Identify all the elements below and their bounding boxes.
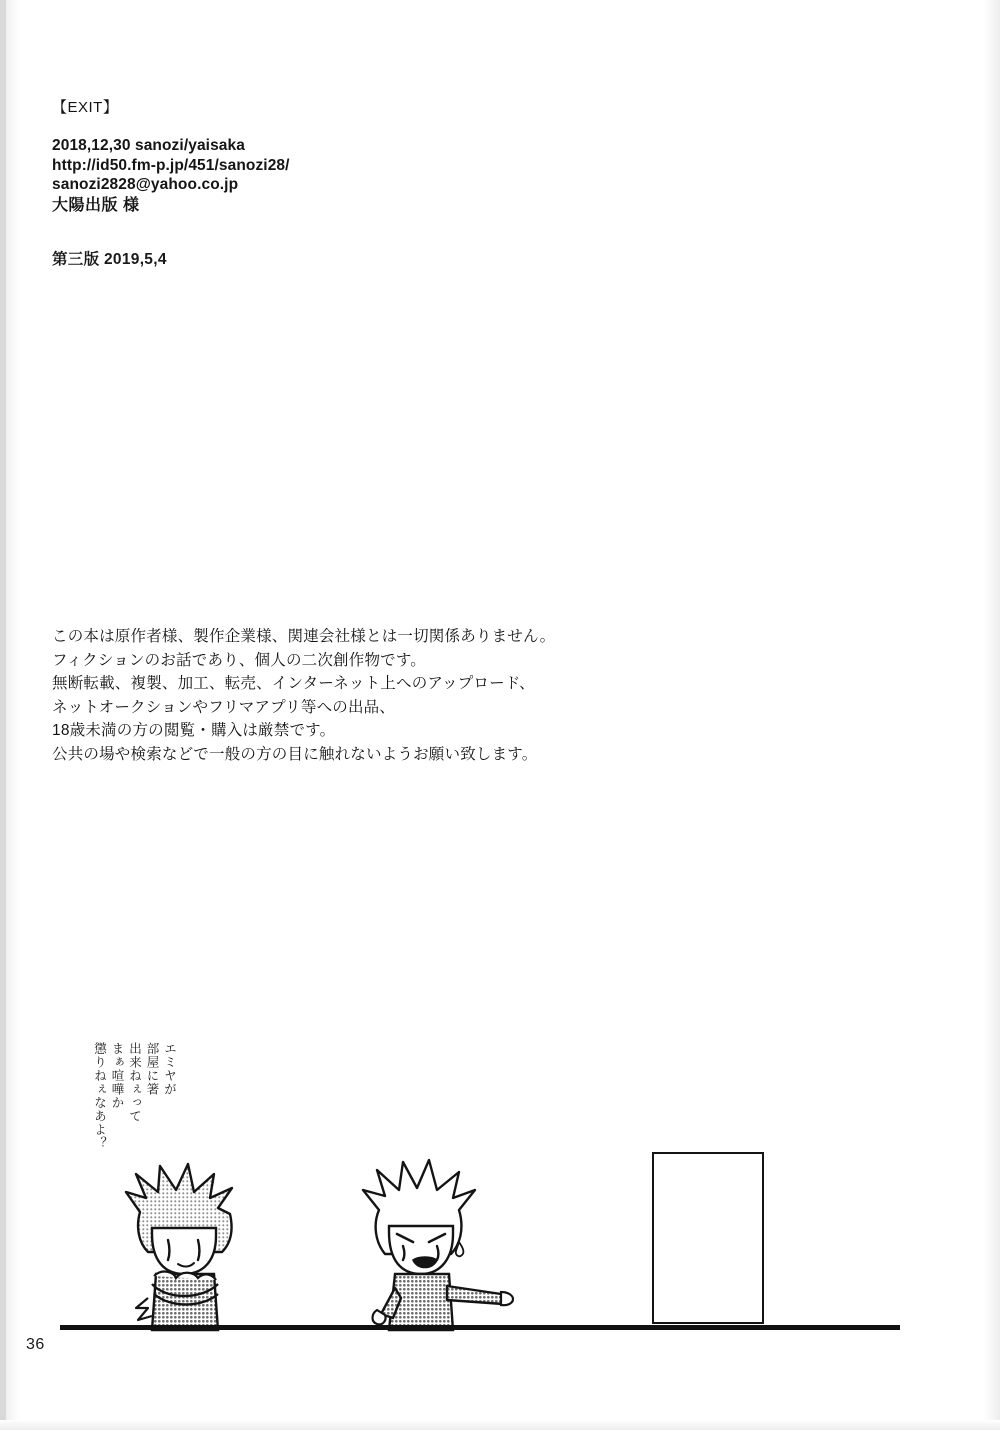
dialogue-column-5: 懲りねぇなあよ？: [92, 1042, 107, 1150]
page-number: 36: [26, 1336, 45, 1353]
disclaimer-line-4: ネットオークションやフリマアプリ等への出品、: [52, 698, 396, 716]
disclaimer-line-3: 無断転載、複製、加工、転売、インターネット上へのアップロード、: [52, 675, 535, 692]
disclaimer-block: [52, 625, 672, 766]
dialogue-column-1: エミヤが: [162, 1042, 177, 1096]
colophon-email[interactable]: sanozi2828@yahoo.co.jp: [52, 176, 239, 193]
scan-edge-bottom: [0, 1420, 1000, 1430]
colophon-date-author: 2018,12,30 sanozi/yaisaka: [52, 137, 245, 154]
colophon-edition: 第三版 2019,5,4: [52, 251, 167, 268]
dialogue-column-4: まぁ喧嘩か: [110, 1042, 124, 1110]
dialogue-column-2: 部屋に箸: [145, 1042, 159, 1096]
colophon-url[interactable]: http://id50.fm-p.jp/451/sanozi28/: [52, 156, 290, 174]
colophon-credits: [52, 136, 612, 215]
comic-illustration: [0, 1020, 1000, 1350]
character-right: [355, 1148, 525, 1333]
door-shape: [652, 1152, 764, 1324]
disclaimer-line-5: 18歳未満の方の閲覧・購入は厳禁です。: [52, 722, 336, 739]
colophon-publisher: 大陽出版 様: [52, 196, 140, 214]
colophon-block: [52, 96, 612, 269]
ground-line: [60, 1325, 900, 1330]
disclaimer-line-2: フィクションのお話であり、個人の二次創作物です。: [52, 651, 427, 669]
disclaimer-line-6: 公共の場や検索などで一般の方の目に触れないようお願い致します。: [52, 745, 538, 763]
comic-dialogue: [92, 1042, 176, 1150]
disclaimer-line-1: この本は原作者様、製作企業様、関連会社様とは一切関係ありません。: [52, 628, 556, 645]
colophon-title: 【EXIT】: [52, 99, 119, 116]
dialogue-column-3: 出来ねぇって: [127, 1042, 142, 1123]
character-left: [118, 1148, 278, 1333]
